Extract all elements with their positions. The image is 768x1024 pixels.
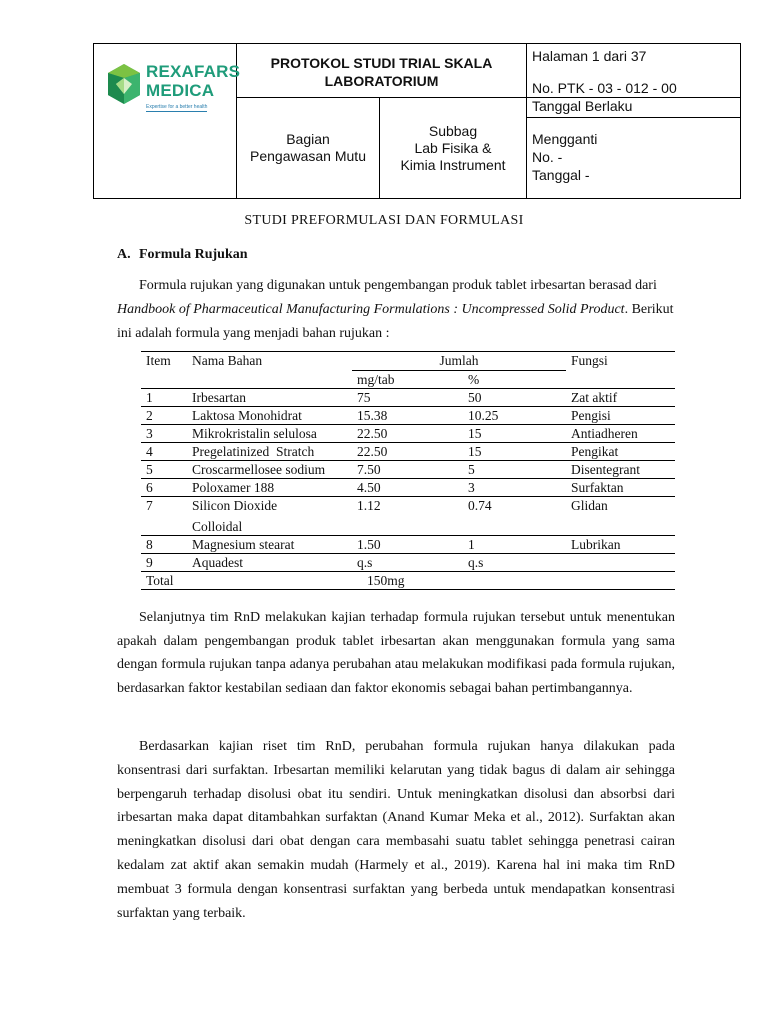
- department-cell: Bagian Pengawasan Mutu: [237, 98, 380, 199]
- revision-info: [527, 80, 741, 199]
- logo-brand: REXAFARS MEDICA: [146, 62, 241, 100]
- table-row: 5 Croscarmellosee sodium 7.50 5 Disentegrant: [141, 461, 675, 479]
- table-row: 9 Aquadest q.s q.s: [141, 554, 675, 572]
- table-header-row: Item Nama Bahan Jumlah Fungsi: [141, 352, 675, 371]
- logo-tagline: Expertise for a better health: [146, 104, 208, 110]
- intro-paragraph: Formula rujukan yang digunakan untuk pengembangan produk tablet irbesartan berasad dari Handbook of Pharmaceutical Manufacturing Formulations : Uncompressed Solid Product. Berikut ini adalah formula yang menjadi bahan rujukan :: [117, 278, 674, 341]
- document-title: PROTOKOL STUDI TRIAL SKALA LABORATORIUM: [237, 44, 527, 98]
- table-row: 7 Silicon Dioxide Colloidal 1.12 0.74 Glidan: [141, 497, 675, 536]
- book-title: Handbook of Pharmaceutical Manufacturing Formulations : Uncompressed Solid Product: [117, 302, 625, 317]
- effective-date: Tanggal Berlaku: [532, 98, 633, 114]
- body-paragraph: Berdasarkan kajian riset tim RnD, perubahan formula rujukan hanya dilakukan pada konsentrasi dari surfaktan. Irbesartan memiliki kelarutan yang tidak bagus di dalam air sehingga berpengaruh terhadap disolusi obat itu sendiri. Untuk meningkatkan disolusi dan absorbsi dari irbesartan maka dapat ditambahkan surfaktan (Anand Kumar Meka et al., 2012). Surfaktan akan meningkatkan disolusi dari obat dengan cara membasahi suatu tablet sehingga penetrasi cairan kedalam zat aktif akan semakin mudah (Harmely et al., 2019). Karena hal ini maka tim RnD membuat 3 formula dengan konsentrasi surfaktan yang berbeda untuk mendapatkan konsentrasi surfaktan yang terbaik.: [117, 739, 675, 921]
- table-row: 4 Pregelatinized Stratch 22.50 15 Pengikat: [141, 443, 675, 461]
- doc-number: No. PTK - 03 - 012 - 00: [532, 80, 677, 96]
- table-row: 1 Irbesartan 75 50 Zat aktif: [141, 389, 675, 407]
- table-subheader-row: mg/tab %: [141, 371, 675, 389]
- replaces-info: Mengganti No. - Tanggal -: [527, 117, 740, 184]
- table-total-row: Total 150mg: [141, 572, 675, 590]
- formula-table: [141, 351, 675, 590]
- section-title: A. Formula Rujukan: [117, 247, 248, 262]
- gem-logo-icon: [104, 62, 144, 108]
- table-row: 2 Laktosa Monohidrat 15.38 10.25 Pengisi: [141, 407, 675, 425]
- logo-cell: [94, 44, 241, 199]
- table-row: 6 Poloxamer 188 4.50 3 Surfaktan: [141, 479, 675, 497]
- company-logo: [104, 58, 241, 128]
- table-row: 3 Mikrokristalin selulosa 22.50 15 Antiadheren: [141, 425, 675, 443]
- document-header: [93, 43, 741, 199]
- body-paragraph: Selanjutnya tim RnD melakukan kajian terhadap formula rujukan tersebut untuk menentukan apakah dalam pengembangan produk tablet irbesartan akan menggunakan formula yang sama dengan formula rujukan tanpa adanya perubahan atau melakukan modifikasi pada formula rujukan, berdasarkan faktor kestabilan sediaan dan faktor ekonomis sebagai bahan pertimbangannya.: [117, 610, 675, 697]
- subdivision-cell: Subbag Lab Fisika & Kimia Instrument: [380, 98, 527, 199]
- page-info: Halaman 1 dari 37: [527, 44, 741, 98]
- table-row: 8 Magnesium stearat 1.50 1 Lubrikan: [141, 536, 675, 554]
- doc-heading: STUDI PREFORMULASI DAN FORMULASI: [244, 213, 524, 228]
